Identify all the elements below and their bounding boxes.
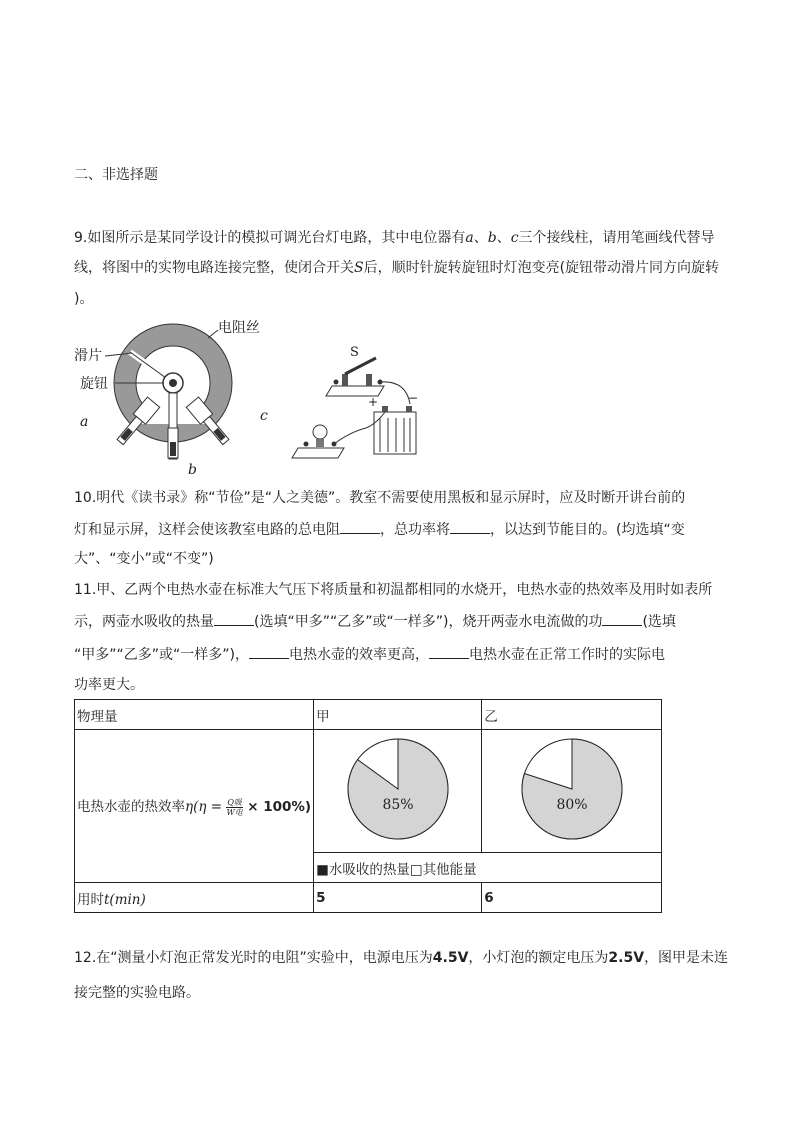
answer-blank[interactable] [340,519,380,534]
q10-line-3: 大”、“变小”或“不变”) [74,551,214,567]
q9-sep: 、 [473,230,488,246]
q11-text: (选填 [642,614,676,630]
q11-text: (选填“甲多”“乙多”或“一样多”)，烧开两壶水电流做的功 [254,614,603,630]
q12-text: ，图甲是未连 [644,950,729,966]
answer-blank[interactable] [450,519,490,534]
label-slider: 滑片 [74,348,102,364]
pie-label-jia: 85% [382,797,414,813]
q9-a: a [465,230,474,246]
switch-post [334,380,339,385]
formula-fraction [226,798,243,817]
label-a: a [80,414,89,430]
label-knob: 旋钮 [80,376,108,392]
header-cell: 乙 [482,700,662,730]
q11-line-1: 11.甲、乙两个电热水壶在标准大气压下将质量和初温都相同的水烧开，电热水壶的热效率及用时如表所 [74,582,713,598]
q9-text: 三个接线柱，请用笔画线代替导 [518,230,715,246]
q12-voltage: 4.5V [432,950,469,966]
pie-cell-yi [482,730,662,853]
legend-cell [314,853,662,883]
bulb-post [304,442,309,447]
q11-text: 示，两壶水吸收的热量 [74,614,214,630]
pie-cell-jia [314,730,482,853]
time-cell-yi: 6 [482,883,662,913]
formula-tail: × 100%) [247,799,312,816]
time-label-cell [75,883,314,913]
q11-line-4: 功率更大。 [74,677,144,693]
header-cell: 甲 [314,700,482,730]
q11-line-3 [74,644,724,665]
circuit-figure [288,340,428,466]
pie-chart-yi [517,734,627,844]
plus-label: + [368,395,379,409]
efficiency-table [74,699,662,913]
formula-numerator: Q吸 [227,797,242,807]
minus-label: − [408,391,419,405]
pie-label-yi: 80% [556,797,588,813]
q10-line-1: 10.明代《读书录》称“节俭”是“人之美德”。教室不需要使用黑板和显示屏时，应及时断开讲台前的 [74,490,686,506]
q9-sep: 、 [496,230,511,246]
q9-line-3: )。 [74,291,94,307]
q9-b: b [487,230,497,246]
bulb-socket [316,439,324,447]
q10-text: 灯和显示屏，这样会使该教室电路的总电阻 [74,522,340,538]
label-resistance-wire: 电阻丝 [218,320,260,336]
q11-text: 电热水壶在正常工作时的实际电 [468,647,665,663]
switch-terminal [342,374,348,386]
q9-text: 线，将图中的实物电路连接完整，使闭合开关 [74,260,354,276]
q9-S: S [354,260,364,276]
formula-denominator: W电 [226,807,243,817]
efficiency-label-cell [75,730,314,883]
q10-text: ，总功率将 [380,522,450,538]
q11-text: 电热水壶的效率更高， [288,647,429,663]
legend-filled-icon: ■ [316,861,329,878]
section-title: 二、非选择题 [74,167,158,183]
q12-line-1 [74,948,729,968]
legend-empty-icon: □ [409,861,423,878]
legend-text: 水吸收的热量 [328,861,410,878]
q9-text: 后，顺时针旋转旋钮时灯泡变亮(旋钮带动滑片同方向旋转 [363,260,720,276]
q9-c: c [510,230,519,246]
q9-line-2 [74,258,724,278]
formula-eta: η(η = [185,799,223,816]
switch-label: S [350,345,359,360]
wire [380,382,410,404]
time-label: 用时 [77,891,104,908]
q11-text: “甲多”“乙多”或“一样多”)， [74,647,249,663]
legend-text: 其他能量 [422,861,477,878]
answer-blank[interactable] [214,611,254,626]
table-row [75,730,662,853]
q11-line-2 [74,611,724,632]
answer-blank[interactable] [602,611,642,626]
bulb-base [292,448,344,458]
switch-terminal [366,374,372,386]
label-b: b [188,462,197,476]
knob-center [169,379,177,387]
q9-line-1 [74,228,724,248]
efficiency-label: 电热水壶的热效率 [77,799,185,816]
bulb-glass [313,425,327,439]
pie-chart-jia [343,734,453,844]
battery-terminal [382,406,388,412]
switch-blade [345,358,376,374]
terminal-b-screw [170,442,176,456]
time-unit: t(min) [104,891,146,908]
table-row [75,883,662,913]
q12-voltage: 2.5V [608,950,645,966]
label-c: c [260,408,268,424]
q10-text: ，以达到节能目的。(均选填“变 [490,522,685,538]
leader-resistance-wire [208,330,218,338]
table-row [75,700,662,730]
q10-line-2 [74,519,724,540]
q12-text: ，小灯泡的额定电压为 [468,950,609,966]
q12-text: 12.在“测量小灯泡正常发光时的电阻”实验中，电源电压为 [74,950,433,966]
header-cell: 物理量 [75,700,314,730]
answer-blank[interactable] [249,644,289,659]
q9-text: 9.如图所示是某同学设计的模拟可调光台灯电路，其中电位器有 [74,230,466,246]
battery-terminal [406,406,412,412]
answer-blank[interactable] [429,644,469,659]
q12-line-2: 接完整的实验电路。 [74,985,200,1001]
time-cell-jia: 5 [314,883,482,913]
